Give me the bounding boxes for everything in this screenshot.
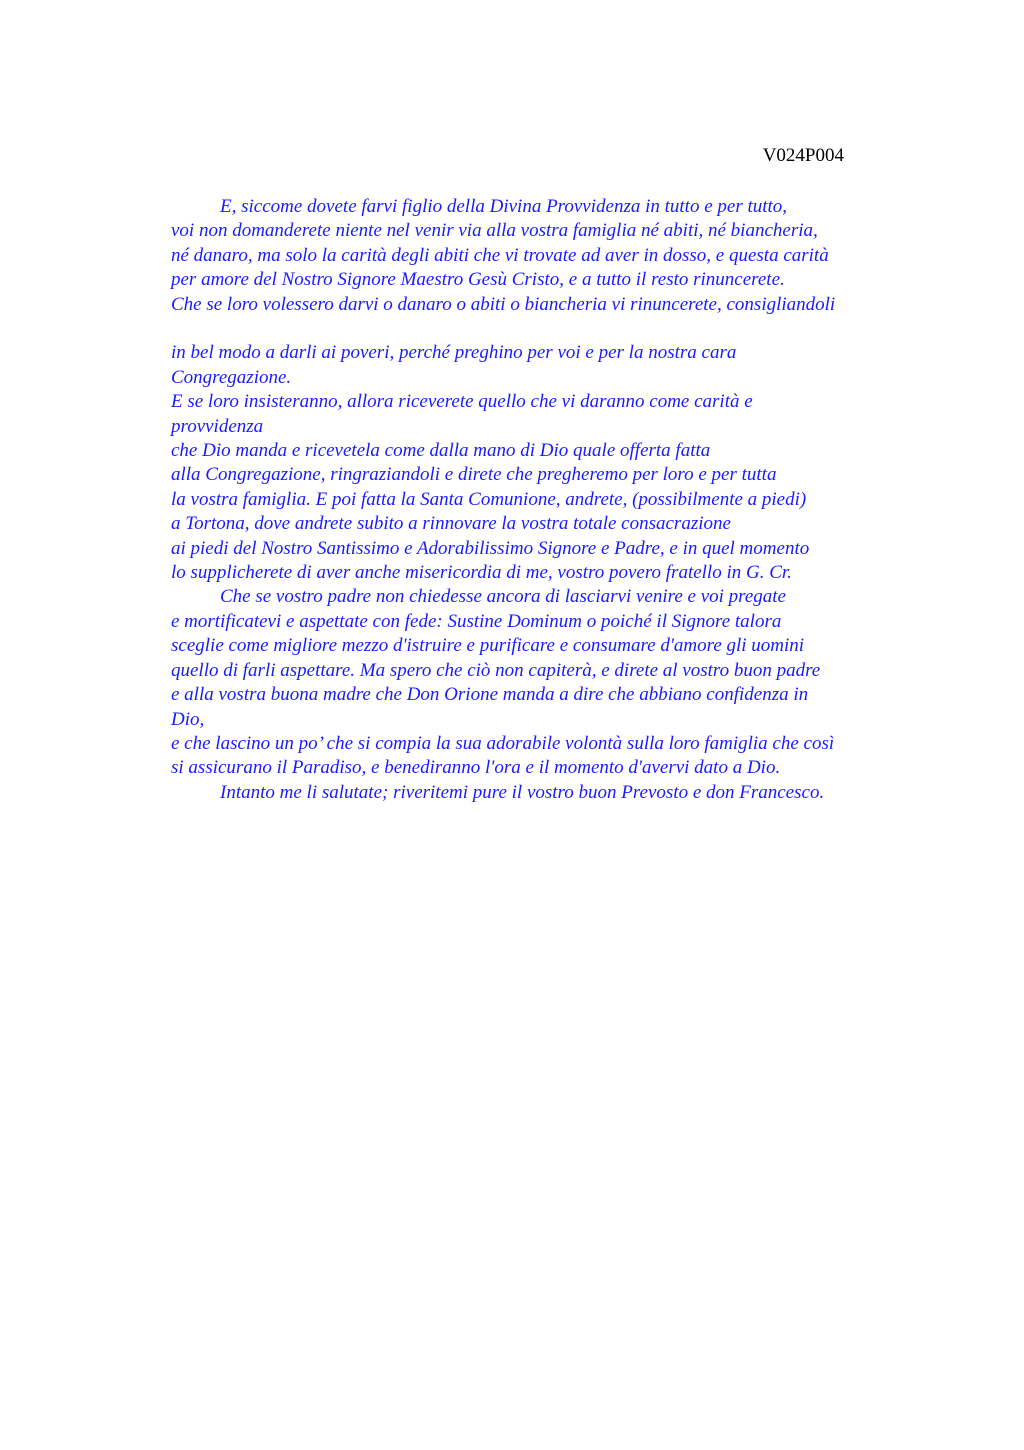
text-line: ai piedi del Nostro Santissimo e Adorabilissimo Signore e Padre, e in quel momento: [171, 537, 810, 559]
text-line: sceglie come migliore mezzo d'istruire e purificare e consumare d'amore gli uomini: [171, 635, 805, 657]
text-line: alla Congregazione, ringraziandoli e direte che pregheremo per loro e per tutta: [171, 464, 777, 486]
text-line: e mortificatevi e aspettate con fede: Sustine Dominum o poiché il Signore talora: [171, 610, 782, 632]
letter-body: [171, 195, 906, 805]
text-line: e che lascino un po’ che si compia la sua adorabile volontà sulla loro famiglia che così: [171, 732, 835, 754]
paragraph-gap: [171, 317, 906, 341]
text-line: E se loro insisteranno, allora riceverete quello che vi daranno come carità e: [171, 391, 753, 413]
text-line: si assicurano il Paradiso, e benediranno l'ora e il momento d'avervi dato a Dio.: [171, 757, 781, 779]
text-line: la vostra famiglia. E poi fatta la Santa Comunione, andrete, (possibilmente a piedi): [171, 488, 807, 510]
text-line: né danaro, ma solo la carità degli abiti che vi trovate ad aver in dosso, e questa carità: [171, 244, 829, 266]
text-line: Che se loro volessero darvi o danaro o abiti o biancheria vi rinuncerete, consigliandoli: [171, 293, 836, 315]
text-line: che Dio manda e ricevetela come dalla mano di Dio quale offerta fatta: [171, 440, 711, 462]
text-line: Che se vostro padre non chiedesse ancora di lasciarvi venire e voi pregate: [220, 586, 786, 608]
page-id: V024P004: [762, 145, 844, 166]
text-line: provvidenza: [171, 415, 264, 437]
text-line: per amore del Nostro Signore Maestro Gesù Cristo, e a tutto il resto rinuncerete.: [171, 269, 785, 291]
text-line: e alla vostra buona madre che Don Orione manda a dire che abbiano confidenza in: [171, 684, 809, 706]
text-line: Dio,: [171, 708, 205, 730]
text-line: quello di farli aspettare. Ma spero che ciò non capiterà, e direte al vostro buon padre: [171, 659, 821, 681]
text-line: lo supplicherete di aver anche misericordia di me, vostro povero fratello in G. Cr.: [171, 562, 792, 584]
text-line: Intanto me li salutate; riveritemi pure il vostro buon Prevosto e don Francesco.: [220, 781, 825, 803]
text-line: a Tortona, dove andrete subito a rinnovare la vostra totale consacrazione: [171, 513, 731, 535]
text-line: Congregazione.: [171, 366, 292, 388]
text-line: voi non domanderete niente nel venir via alla vostra famiglia né abiti, né biancheria,: [171, 220, 818, 242]
text-line: in bel modo a darli ai poveri, perché preghino per voi e per la nostra cara: [171, 342, 737, 364]
text-line: E, siccome dovete farvi figlio della Divina Provvidenza in tutto e per tutto,: [220, 196, 788, 217]
